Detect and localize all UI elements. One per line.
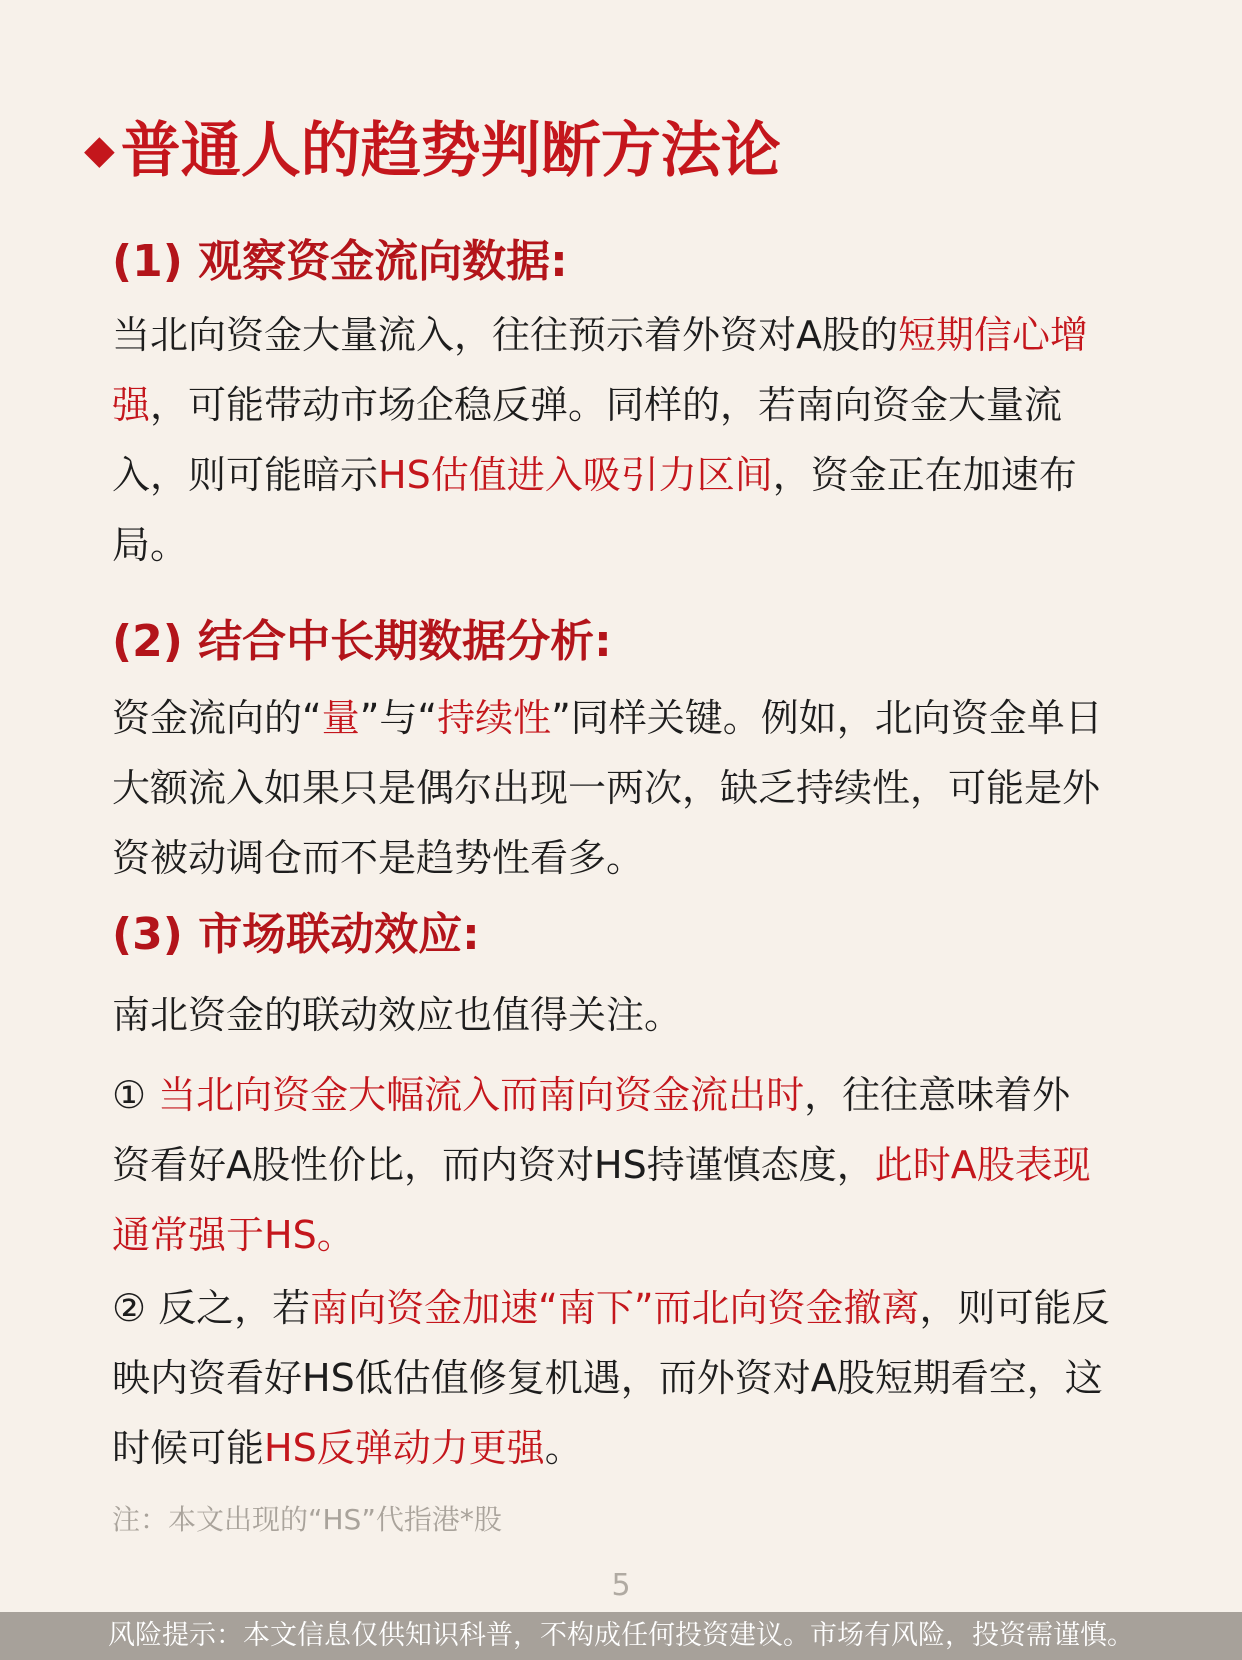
list-item-2	[112, 1273, 1142, 1483]
paragraph-line	[112, 1200, 1142, 1270]
highlighted-text: 此时A股表现	[874, 1143, 1091, 1187]
section-heading-1: (1) 观察资金流向数据:	[112, 236, 568, 287]
paragraph-line	[112, 1060, 1142, 1130]
paragraph-line	[112, 823, 1142, 893]
highlighted-text: 当北向资金大幅流入而南向资金流出时	[158, 1073, 805, 1117]
section-heading-3: (3) 市场联动效应:	[112, 909, 480, 960]
list-item-1	[112, 1060, 1142, 1270]
section-heading-2: (2) 结合中长期数据分析:	[112, 616, 612, 667]
section-1-paragraph	[112, 300, 1142, 580]
highlighted-text: 强	[112, 383, 151, 427]
body-text: 资金流向的“	[112, 696, 322, 740]
body-text: ，资金正在加速布	[772, 453, 1077, 497]
highlighted-text: 南向资金加速“南下”而北向资金撤离	[310, 1286, 920, 1330]
paragraph-line	[112, 300, 1142, 370]
body-text: 。	[544, 1426, 583, 1470]
paragraph-line	[112, 440, 1142, 510]
paragraph-line	[112, 1343, 1142, 1413]
body-text: 资看好A股性价比，而内资对HS持谨慎态度，	[112, 1143, 875, 1187]
risk-disclaimer-bar: 风险提示：本文信息仅供知识科普，不构成任何投资建议。市场有风险，投资需谨慎。	[0, 1612, 1242, 1660]
paragraph-line	[112, 1413, 1142, 1483]
section-3-intro	[112, 980, 1142, 1050]
body-text: 映内资看好HS低估值修复机遇，而外资对A股短期看空，这	[112, 1356, 1103, 1400]
paragraph-line	[112, 510, 1142, 580]
page-title-text: 普通人的趋势判断方法论	[120, 116, 781, 186]
body-text: 局。	[112, 523, 189, 567]
body-text: ，可能带动市场企稳反弹。同样的，若南向资金大量流	[150, 383, 1063, 427]
highlighted-text: 持续性	[437, 696, 552, 740]
highlighted-text: HS反弹动力更强	[264, 1426, 545, 1470]
body-text: ”同样关键。例如，北向资金单日	[551, 696, 1103, 740]
diamond-bullet-icon: ◆	[84, 127, 115, 173]
body-text: 大额流入如果只是偶尔出现一两次，缺乏持续性，可能是外	[112, 766, 1101, 810]
body-text: ，往往意味着外	[804, 1073, 1071, 1117]
highlighted-text: HS估值进入吸引力区间	[378, 453, 773, 497]
paragraph-line	[112, 1130, 1142, 1200]
body-text: ”与“	[359, 696, 438, 740]
paragraph-line	[112, 683, 1142, 753]
highlighted-text: 量	[321, 696, 360, 740]
footnote: 注：本文出现的“HS”代指港*股	[112, 1503, 502, 1536]
paragraph-line	[112, 370, 1142, 440]
body-text: ② 反之，若	[112, 1286, 311, 1330]
section-2-paragraph	[112, 683, 1142, 893]
body-text: ①	[112, 1073, 159, 1117]
page-number: 5	[611, 1568, 631, 1603]
page-title	[84, 108, 1184, 193]
body-text: 时候可能	[112, 1426, 265, 1470]
body-text: ，则可能反	[919, 1286, 1110, 1330]
paragraph-line	[112, 753, 1142, 823]
body-text: 入，则可能暗示	[112, 453, 379, 497]
highlighted-text: 短期信心增	[898, 313, 1089, 357]
paragraph-line: 南北资金的联动效应也值得关注。	[112, 993, 683, 1037]
highlighted-text: 通常强于HS。	[112, 1213, 355, 1257]
body-text: 当北向资金大量流入，往往预示着外资对A股的	[112, 313, 898, 357]
body-text: 资被动调仓而不是趋势性看多。	[112, 836, 645, 880]
paragraph-line	[112, 1273, 1142, 1343]
